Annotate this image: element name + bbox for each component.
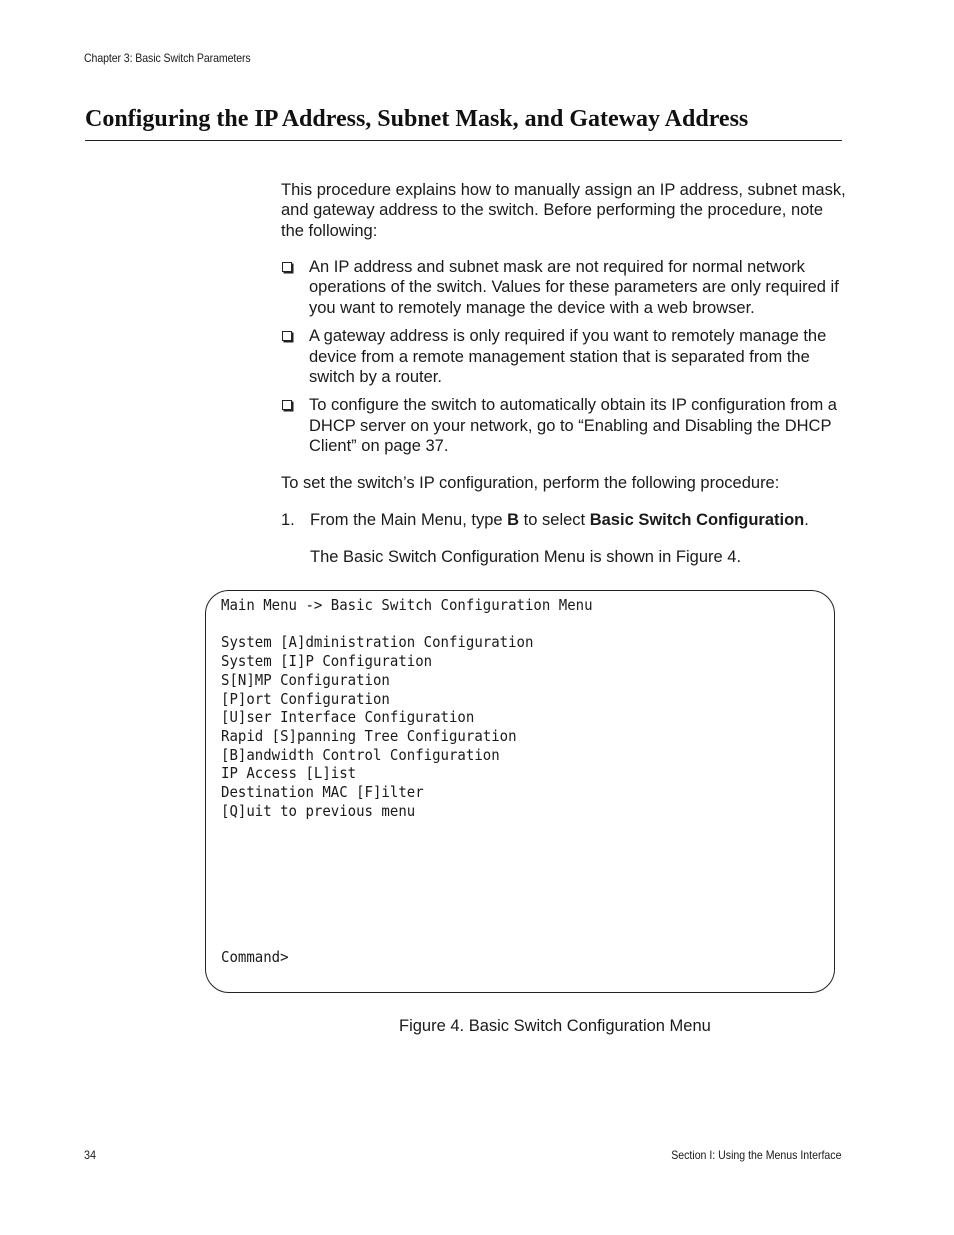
step-followup: The Basic Switch Configuration Menu is shown in Figure 4. xyxy=(310,548,742,566)
note-text: To configure the switch to automatically obtain its IP configuration from a DHCP server on your network, go to “Enabling and Disabling the DHCP Client” on page 37. xyxy=(309,396,837,456)
intro-paragraph: This procedure explains how to manually assign an IP address, subnet mask, and gateway address to the switch. Before performing the procedure, note the following: xyxy=(281,181,846,240)
procedure-lead-in: To set the switch’s IP configuration, perform the following procedure: xyxy=(281,474,780,492)
step-target: Basic Switch Configuration xyxy=(589,511,805,529)
menu-item: Destination MAC [F]ilter xyxy=(221,783,424,802)
menu-item: [B]andwidth Control Configuration xyxy=(221,745,500,764)
note-item xyxy=(281,395,846,456)
menu-item: [U]ser Interface Configuration xyxy=(221,708,475,727)
terminal-breadcrumb: Main Menu -> Basic Switch Configuration Menu xyxy=(221,596,593,614)
procedure-step xyxy=(281,510,846,532)
step-key: B xyxy=(507,511,520,529)
title-rule xyxy=(85,140,842,141)
menu-item: [P]ort Configuration xyxy=(221,689,390,708)
menu-item: S[N]MP Configuration xyxy=(221,670,390,689)
menu-item: IP Access [L]ist xyxy=(221,764,357,783)
step-number: 1. xyxy=(281,511,295,529)
command-prompt: Command> xyxy=(221,948,289,966)
menu-item: System [I]P Configuration xyxy=(221,652,433,671)
checkbox-bullet-icon xyxy=(282,262,292,272)
note-list xyxy=(281,257,846,465)
step-text: From the Main Menu, type B to select Basic Switch Configuration. xyxy=(310,511,809,529)
note-text: An IP address and subnet mask are not required for normal network operations of the switch. Values for these parameters are only required if you want to remotely manage the device with a web browser. xyxy=(309,258,839,317)
menu-item: Rapid [S]panning Tree Configuration xyxy=(221,726,517,745)
page-number: 34 xyxy=(84,1148,97,1162)
footer-section: Section I: Using the Menus Interface xyxy=(670,1148,841,1162)
note-item xyxy=(281,326,846,387)
figure-caption: Figure 4. Basic Switch Configuration Menu xyxy=(399,1017,711,1035)
checkbox-bullet-icon xyxy=(282,400,292,410)
menu-item: [Q]uit to previous menu xyxy=(221,801,416,820)
note-item xyxy=(281,257,846,318)
checkbox-bullet-icon xyxy=(282,331,292,341)
running-head: Chapter 3: Basic Switch Parameters xyxy=(84,51,251,65)
section-title: Configuring the IP Address, Subnet Mask, and Gateway Address xyxy=(85,106,749,132)
terminal-menu xyxy=(221,596,593,820)
note-text: A gateway address is only required if you want to remotely manage the device from a remote management station that is separated from the switch by a router. xyxy=(309,327,827,387)
menu-item: System [A]dministration Configuration xyxy=(221,633,534,652)
